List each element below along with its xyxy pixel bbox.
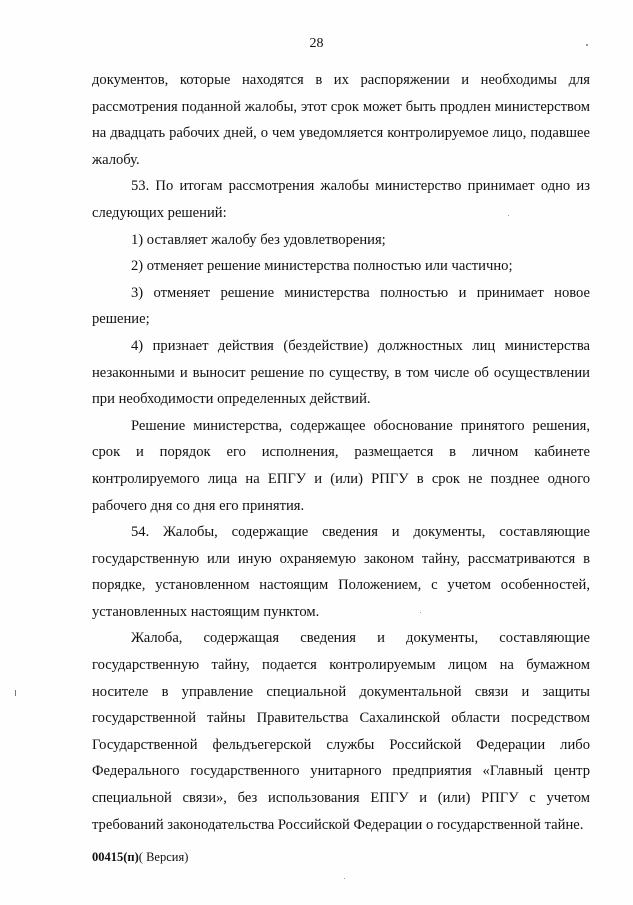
page-number: 28 xyxy=(309,36,324,51)
list-item-2: 2) отменяет решение министерства полностью или частично; xyxy=(131,258,513,275)
scan-speck xyxy=(344,878,345,879)
scan-speck xyxy=(586,44,588,46)
scan-speck xyxy=(508,215,509,216)
list-item-3: 3) отменяет решение министерства полностью и принимает новое решение; xyxy=(92,284,590,328)
paragraph-continuation: документов, которые находятся в их распоряжении и необходимы для рассмотрения поданной жалобы, этот срок может быть продлен министерством на двадцать рабочих дней, о чем уведомляется контролируемое лицо, подавшее жалобу. xyxy=(92,72,590,168)
paragraph-decision: Решение министерства, содержащее обоснование принятого решения, срок и порядок его исполнения, размещается в личном кабинете контролируемого лица на ЕПГУ и (или) РПГУ в срок не позднее одного рабочего дня со дня его принятия. xyxy=(92,417,590,514)
document-footer xyxy=(92,850,188,865)
document-code: 00415(п) xyxy=(92,850,139,864)
paragraph-state-secret: Жалоба, содержащая сведения и документы, составляющие государственную тайну, подается контролируемым лицом на бумажном носителе в управление специальной документальной связи и защиты государственной тайны Правительства Сахалинской области посредством Государственной фельдъегерской службы Российской Федерации либо Федерального государственного унитарного предприятия «Главный центр специальной связи», без использования ЕПГУ и (или) РПГУ с учетом требований законодательства Российской Федерации о государственной тайне. xyxy=(92,630,590,833)
paragraph-54: 54. Жалобы, содержащие сведения и документы, составляющие государственную или иную охраняемую законом тайну, рассматриваются в порядке, установленном настоящим Положением, с учетом особенностей, установленных настоящим пунктом. xyxy=(92,524,590,620)
list-item-4: 4) признает действия (бездействие) должностных лиц министерства незаконными и выносит решение по существу, в том числе об осуществлении при необходимости определенных действий. xyxy=(92,337,590,408)
paragraph-53: 53. По итогам рассмотрения жалобы министерство принимает одно из следующих решений: xyxy=(92,178,590,221)
list-item-1: 1) оставляет жалобу без удовлетворения; xyxy=(131,231,386,248)
document-body xyxy=(92,67,590,838)
document-version: ( Версия) xyxy=(138,850,189,864)
scan-speck xyxy=(15,690,16,696)
scan-speck xyxy=(420,612,421,613)
